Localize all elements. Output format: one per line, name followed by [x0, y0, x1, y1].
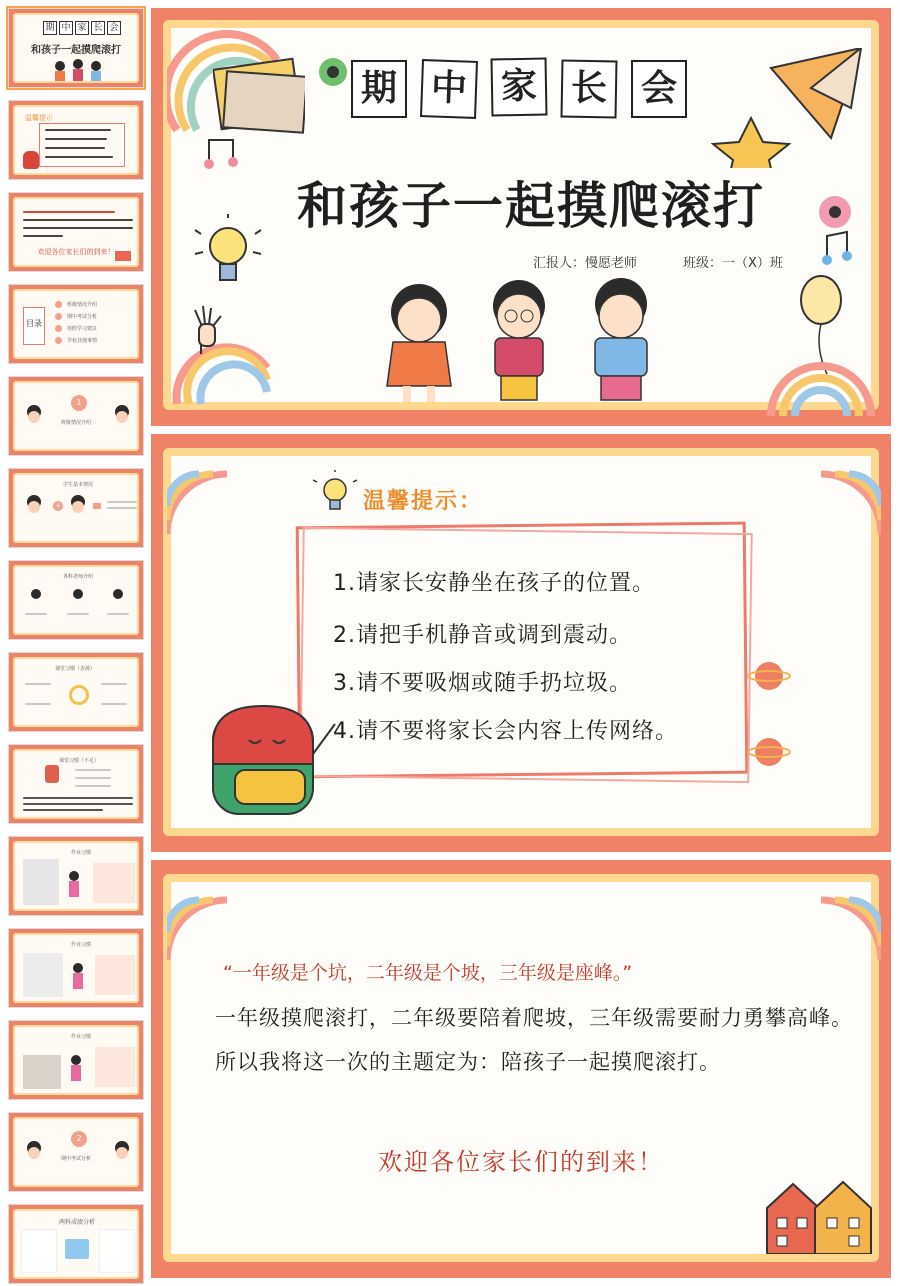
backpack-icon	[199, 684, 349, 824]
thumbnail-slide-2[interactable]	[8, 100, 144, 180]
thumb-text-line	[107, 507, 137, 509]
child-face-icon	[28, 1147, 40, 1159]
thumb-title: 欢迎各位家长们的到来！	[37, 248, 115, 256]
thumb-title: 作业习惯	[71, 850, 92, 856]
flower-icon	[815, 192, 855, 232]
thumb-title: 温馨提示	[25, 114, 53, 122]
slide-3-intro	[151, 860, 891, 1278]
hand-icon	[191, 304, 227, 358]
thumbnail-bg	[13, 565, 139, 635]
planet-icon	[747, 654, 791, 698]
thumb-title-char: 会	[107, 21, 121, 35]
child-icon	[69, 871, 79, 881]
score-table	[21, 1229, 57, 1273]
thumbnail-bg	[13, 1209, 139, 1279]
title-char-box: 中	[420, 59, 478, 119]
note-card	[95, 955, 135, 995]
thumbnail-bg	[13, 289, 139, 359]
thumb-text-line	[101, 703, 127, 705]
reporter-label: 汇报人：慢愿老师	[533, 256, 638, 271]
thumbnail-slide-13[interactable]	[8, 1112, 144, 1192]
thumbnail-slide-6[interactable]	[8, 468, 144, 548]
thumbnail-slide-12[interactable]	[8, 1020, 144, 1100]
thumb-toc-item: 寒假学习建议	[67, 326, 98, 332]
thumbnail-slide-14[interactable]	[8, 1204, 144, 1284]
title-char-box: 会	[631, 60, 687, 118]
thumb-toc-item: 期中考试分析	[67, 314, 98, 320]
thumbnail-slide-10[interactable]	[8, 836, 144, 916]
thumb-text-line	[107, 501, 137, 503]
thumb-text-line	[75, 777, 111, 779]
thumb-title-char: 长	[91, 21, 105, 35]
rainbow-icon	[811, 880, 881, 970]
thumbnail-bg	[13, 1117, 139, 1187]
child-face-icon	[28, 411, 40, 423]
planet-icon	[747, 730, 791, 774]
main-title: 和孩子一起摸爬滚打	[297, 177, 765, 235]
homework-photo	[23, 1055, 61, 1089]
homework-photo	[23, 859, 59, 905]
child-face-icon	[72, 501, 84, 513]
thumbnail-slide-4[interactable]	[8, 284, 144, 364]
child-body-icon	[69, 881, 79, 897]
thumbnail-slide-3[interactable]	[8, 192, 144, 272]
bullet-icon	[55, 337, 62, 344]
thumb-title: 两科成绩分析	[59, 1219, 96, 1226]
bullet-icon	[55, 301, 62, 308]
child-icon	[91, 61, 101, 71]
thumbnail-bg	[13, 933, 139, 1003]
thumbnail-bg	[13, 13, 139, 83]
child-body-icon	[73, 69, 83, 81]
child-icon	[55, 61, 65, 71]
book-icon	[213, 54, 305, 134]
rainbow-icon	[811, 454, 881, 544]
thumb-title: 期中考试分析	[61, 1156, 92, 1162]
thumbnail-slide-1[interactable]	[8, 8, 144, 88]
thumb-text-line	[45, 156, 113, 158]
boy-glasses-icon	[493, 280, 545, 400]
notice-item: 4.请不要将家长会内容上传网络。	[333, 719, 678, 744]
title-char-box: 期	[351, 60, 407, 118]
thumb-title: 作业习惯	[71, 1034, 92, 1040]
title-char-box: 长	[560, 60, 617, 119]
notice-item: 3.请不要吸烟或随手扔垃圾。	[333, 671, 632, 696]
thumb-text-line	[45, 147, 105, 149]
teacher-icon	[31, 589, 41, 599]
music-note-icon	[819, 230, 855, 270]
teacher-icon	[113, 589, 123, 599]
child-body-icon	[91, 71, 101, 81]
thumbnail-slide-8[interactable]	[8, 652, 144, 732]
thumbnail-bg	[13, 657, 139, 727]
note-card	[95, 1047, 135, 1087]
child-icon	[73, 963, 83, 973]
thumbnail-bg	[13, 381, 139, 451]
thumb-text-line	[75, 769, 111, 771]
class-label: 班级：一（X）班	[683, 256, 783, 271]
child-body-icon	[71, 1065, 81, 1081]
welcome-text: 欢迎各位家长们的到来！	[378, 1148, 664, 1176]
computer-icon	[65, 1239, 89, 1259]
backpack-icon	[23, 151, 39, 169]
house-icon	[115, 251, 131, 261]
thumb-title-char: 中	[59, 21, 73, 35]
notice-item: 2.请把手机静音或调到震动。	[333, 623, 632, 648]
thumb-title-char: 期	[43, 21, 57, 35]
thumb-title: 各科老师介绍	[63, 574, 94, 580]
rainbow-icon	[761, 356, 881, 416]
child-face-icon	[116, 411, 128, 423]
intro-paragraph: 一年级摸爬滚打，二年级要陪着爬坡，三年级需要耐力勇攀高峰。所以我将这一次的主题定为：陪孩子一起摸爬滚打。	[215, 1006, 853, 1074]
thumb-text-line	[45, 129, 111, 131]
title-char-box: 家	[490, 58, 547, 117]
thumb-title: 和孩子一起摸爬滚打	[31, 45, 121, 56]
thumb-text-line	[23, 211, 115, 213]
child-icon	[73, 59, 83, 69]
thumb-text-line	[25, 703, 51, 705]
thumb-text-line	[75, 785, 111, 787]
score-table	[99, 1229, 135, 1273]
thumbnail-bg	[13, 473, 139, 543]
thumbnail-bg	[13, 1025, 139, 1095]
section-number: 2	[71, 1131, 87, 1147]
lightbulb-icon	[313, 470, 357, 514]
arrow-icon	[93, 503, 101, 509]
book-icon	[45, 765, 59, 783]
thumbnail-bg	[13, 841, 139, 911]
paper-plane-icon	[711, 48, 871, 168]
note-card	[93, 863, 135, 903]
thumbnail-bg	[13, 749, 139, 819]
girl-icon	[387, 284, 451, 402]
rainbow-icon	[167, 454, 237, 544]
bullet-icon	[55, 313, 62, 320]
thumb-text-line	[23, 803, 133, 805]
child-body-icon	[55, 71, 65, 81]
boy-icon	[595, 278, 647, 400]
thumb-text-line	[23, 235, 63, 237]
thumb-toc-item: 班级情况介绍	[67, 302, 98, 308]
notice-heading: 温馨提示：	[363, 489, 484, 514]
bullet-icon	[55, 325, 62, 332]
thumb-title: 学生基本情况	[63, 482, 94, 488]
slide-1-title	[151, 8, 891, 426]
thumb-title-char: 家	[75, 21, 89, 35]
thumb-title: 作业习惯	[71, 942, 92, 948]
thumbnail-slide-9[interactable]	[8, 744, 144, 824]
thumb-toc-item: 学校其他事情	[67, 338, 98, 344]
thumbnail-bg	[13, 197, 139, 267]
thumbnail-bg	[13, 105, 139, 175]
section-number: 1	[71, 395, 87, 411]
thumb-text-line	[23, 227, 133, 229]
child-icon	[71, 1055, 81, 1065]
thumb-toc-label: 目录	[23, 307, 45, 345]
thumb-text-line	[25, 613, 47, 615]
teacher-icon	[73, 589, 83, 599]
homework-photo	[23, 953, 63, 997]
thumb-text-line	[107, 613, 129, 615]
plus-icon: +	[54, 501, 62, 510]
thumb-text-line	[25, 683, 51, 685]
quote-text: “一年级是个坑，二年级是个坡，三年级是座峰。”	[223, 962, 633, 984]
thumb-text-line	[23, 219, 133, 221]
thumbnail-slide-7[interactable]	[8, 560, 144, 640]
thumb-text-line	[23, 809, 103, 811]
diagram-ring-icon	[69, 685, 89, 705]
thumb-text-line	[45, 138, 107, 140]
thumbnail-slide-11[interactable]	[8, 928, 144, 1008]
flower-icon	[315, 54, 351, 90]
child-face-icon	[116, 1147, 128, 1159]
notice-item: 1.请家长安静坐在孩子的位置。	[333, 571, 655, 596]
houses-icon	[763, 1178, 875, 1254]
thumb-text-line	[23, 797, 133, 799]
thumb-text-line	[101, 683, 127, 685]
thumbnail-slide-5[interactable]	[8, 376, 144, 456]
child-face-icon	[28, 501, 40, 513]
thumb-text-line	[67, 613, 89, 615]
thumb-title: 班级情况介绍	[61, 420, 92, 426]
rainbow-icon	[167, 880, 237, 970]
child-body-icon	[73, 973, 83, 989]
slide-2-notice	[151, 434, 891, 852]
children-illustration	[369, 276, 679, 408]
thumb-title: 课堂习惯（不足）	[59, 758, 100, 764]
thumb-title: 课堂习惯（表扬）	[55, 666, 96, 672]
